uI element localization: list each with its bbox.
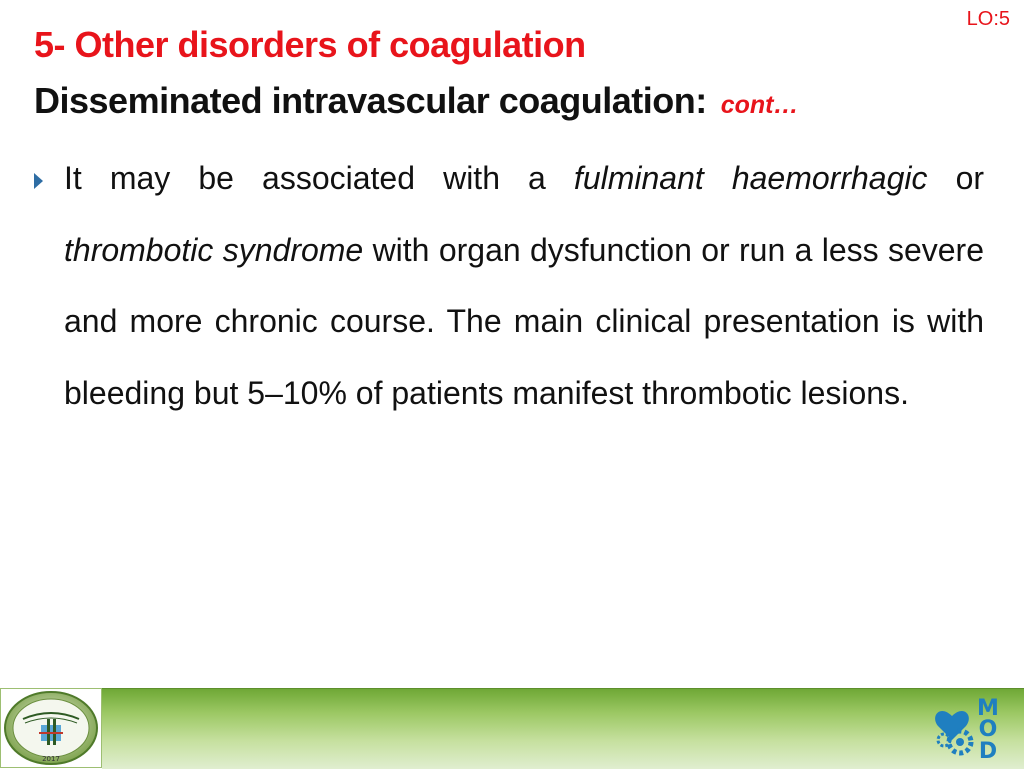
- emphasis-thrombotic: thrombotic syndrome: [64, 231, 364, 268]
- college-logo: [0, 688, 102, 768]
- slide-subtitle: [34, 80, 799, 122]
- logo-year: 2017: [42, 755, 60, 763]
- logo-letter-o: O: [978, 717, 998, 742]
- lo-tag: LO:5: [966, 8, 1010, 30]
- bullet-arrow-icon: [34, 173, 43, 189]
- footer: [0, 688, 1024, 768]
- body-text-1: It may be associated with a: [64, 160, 574, 196]
- cont-label: cont…: [720, 91, 799, 119]
- footer-bar: [102, 688, 1024, 769]
- slide-title: 5- Other disorders of coagulation: [34, 24, 586, 65]
- emphasis-fulminant: fulminant haemorrhagic: [573, 160, 928, 196]
- logo-letter-m: M: [977, 696, 999, 721]
- logo-letter-d: D: [978, 739, 998, 764]
- body-text-2: or: [927, 160, 985, 196]
- subtitle-text: Disseminated intravascular coagulation:: [34, 80, 707, 121]
- mod-logo: [930, 694, 1010, 764]
- bullet-paragraph: [64, 143, 984, 429]
- body-text-3: with organ dysfunction or run a less severe and more chronic course. The main clinical presentation is with bleeding but 5–10% of patients manifest thrombotic lesions.: [64, 231, 985, 411]
